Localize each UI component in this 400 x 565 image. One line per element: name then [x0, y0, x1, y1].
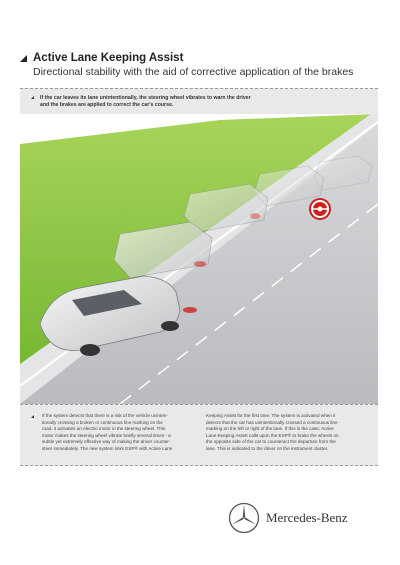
col2-line: the opposite side of the car to counteract the departure from the	[206, 439, 336, 444]
caption-bullet-icon	[31, 96, 34, 99]
col1-line: subtle yet extremely effective way of making the driver counter-	[42, 439, 171, 444]
description-bullet-icon	[31, 415, 34, 418]
caption-box	[20, 88, 378, 115]
caption-text	[40, 95, 251, 109]
col1-line: road, it activates an electric motor in the steering wheel. This	[42, 426, 166, 431]
col1-line: steer immediately. The new system links ESP® with Active Lane	[42, 445, 173, 451]
brand-name: Mercedes-Benz	[266, 510, 348, 525]
illustration-scene	[20, 114, 378, 404]
col2-line: marking on the left or right of the lane. If this is the case, Active	[206, 426, 334, 431]
description-box	[20, 404, 378, 466]
page-title: Active Lane Keeping Assist	[33, 52, 184, 64]
caption-line-2: and the brakes are applied to correct the car's course.	[40, 102, 174, 108]
title-block	[20, 52, 390, 78]
description-column-2	[206, 413, 364, 452]
col1-line: If the system detects that there is a risk of the vehicle uninten-	[42, 413, 168, 418]
col2-line: Lane Keeping Assist calls upon the ESP® to brake the wheels on	[206, 432, 339, 438]
mercedes-star-icon	[228, 502, 260, 534]
col1-line: motor makes the steering wheel vibrate briefly several times - a	[42, 432, 171, 438]
caption-line-1: If the car leaves its lane unintentionally, the steering wheel vibrates to warn the driver	[40, 95, 251, 101]
col2-line: detects that the car has unintentionally crossed a continuous line	[206, 419, 338, 425]
col2-line: Keeping Assist for the first time. The system is activated when it	[206, 413, 336, 418]
page-subtitle: Directional stability with the aid of corrective application of the brakes	[33, 66, 354, 78]
road-illustration	[20, 114, 378, 404]
col2-line: lane. This is indicated to the driver on the instrument cluster.	[206, 445, 329, 451]
triangle-bullet-icon	[20, 55, 27, 62]
description-column-1	[42, 413, 200, 452]
brand-footer	[228, 502, 348, 534]
col1-line: tionally crossing a broken or continuous line marking on the	[42, 419, 163, 425]
steering-wheel-icon	[309, 198, 331, 220]
